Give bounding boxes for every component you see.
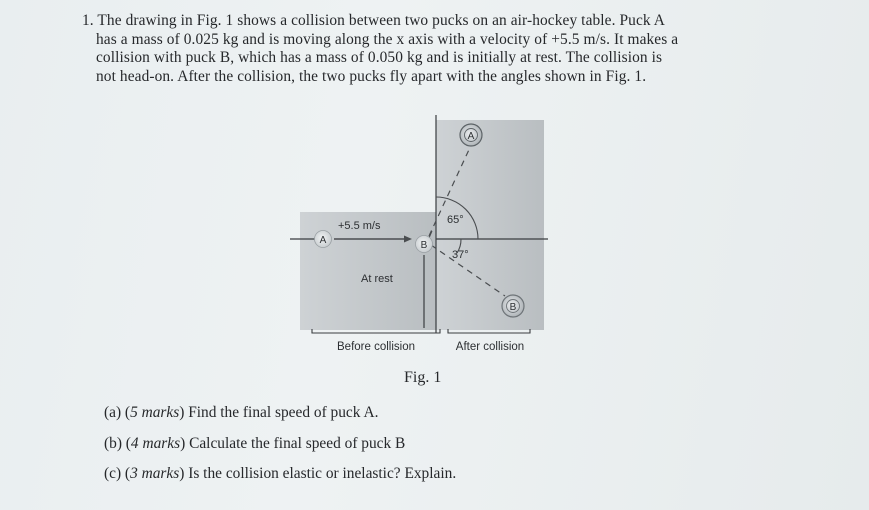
question-b: (b) (4 marks) Calculate the final speed of puck B bbox=[104, 434, 406, 452]
angle-a-label: 65° bbox=[447, 214, 464, 226]
at-rest-label: At rest bbox=[361, 273, 393, 285]
after-collision-label: After collision bbox=[455, 341, 525, 353]
problem-statement bbox=[82, 12, 816, 86]
question-c: (c) (3 marks) Is the collision elastic or inelastic? Explain. bbox=[104, 465, 457, 482]
figure-caption: Fig. 1 bbox=[404, 369, 442, 386]
before-collision-label: Before collision bbox=[337, 341, 415, 353]
collision-diagram bbox=[290, 115, 555, 365]
marks-c: 3 marks bbox=[130, 465, 180, 482]
problem-line: has a mass of 0.025 kg and is moving along the x axis with a velocity of +5.5 m/s. It makes a bbox=[96, 30, 679, 48]
puck-b-label: B bbox=[420, 240, 428, 251]
problem-line: 1. The drawing in Fig. 1 shows a collision between two pucks on an air-hockey table. Puck A bbox=[82, 12, 665, 29]
angle-b-label: 37° bbox=[452, 249, 469, 261]
velocity-label: +5.5 m/s bbox=[338, 220, 381, 232]
problem-line: not head-on. After the collision, the two pucks fly apart with the angles shown in Fig. 1. bbox=[96, 67, 647, 85]
marks-b: 4 marks bbox=[130, 434, 181, 452]
questions-list bbox=[104, 404, 456, 496]
marks-a: 5 marks bbox=[130, 404, 180, 421]
question-a: (a) (5 marks) Find the final speed of puck A. bbox=[104, 404, 379, 421]
puck-b-after-label: B bbox=[509, 302, 517, 313]
puck-a-after-label: A bbox=[467, 131, 475, 142]
problem-line: collision with puck B, which has a mass of 0.050 kg and is initially at rest. The collision is bbox=[96, 49, 663, 66]
puck-a-label: A bbox=[319, 235, 327, 246]
collision-figure bbox=[290, 115, 555, 365]
